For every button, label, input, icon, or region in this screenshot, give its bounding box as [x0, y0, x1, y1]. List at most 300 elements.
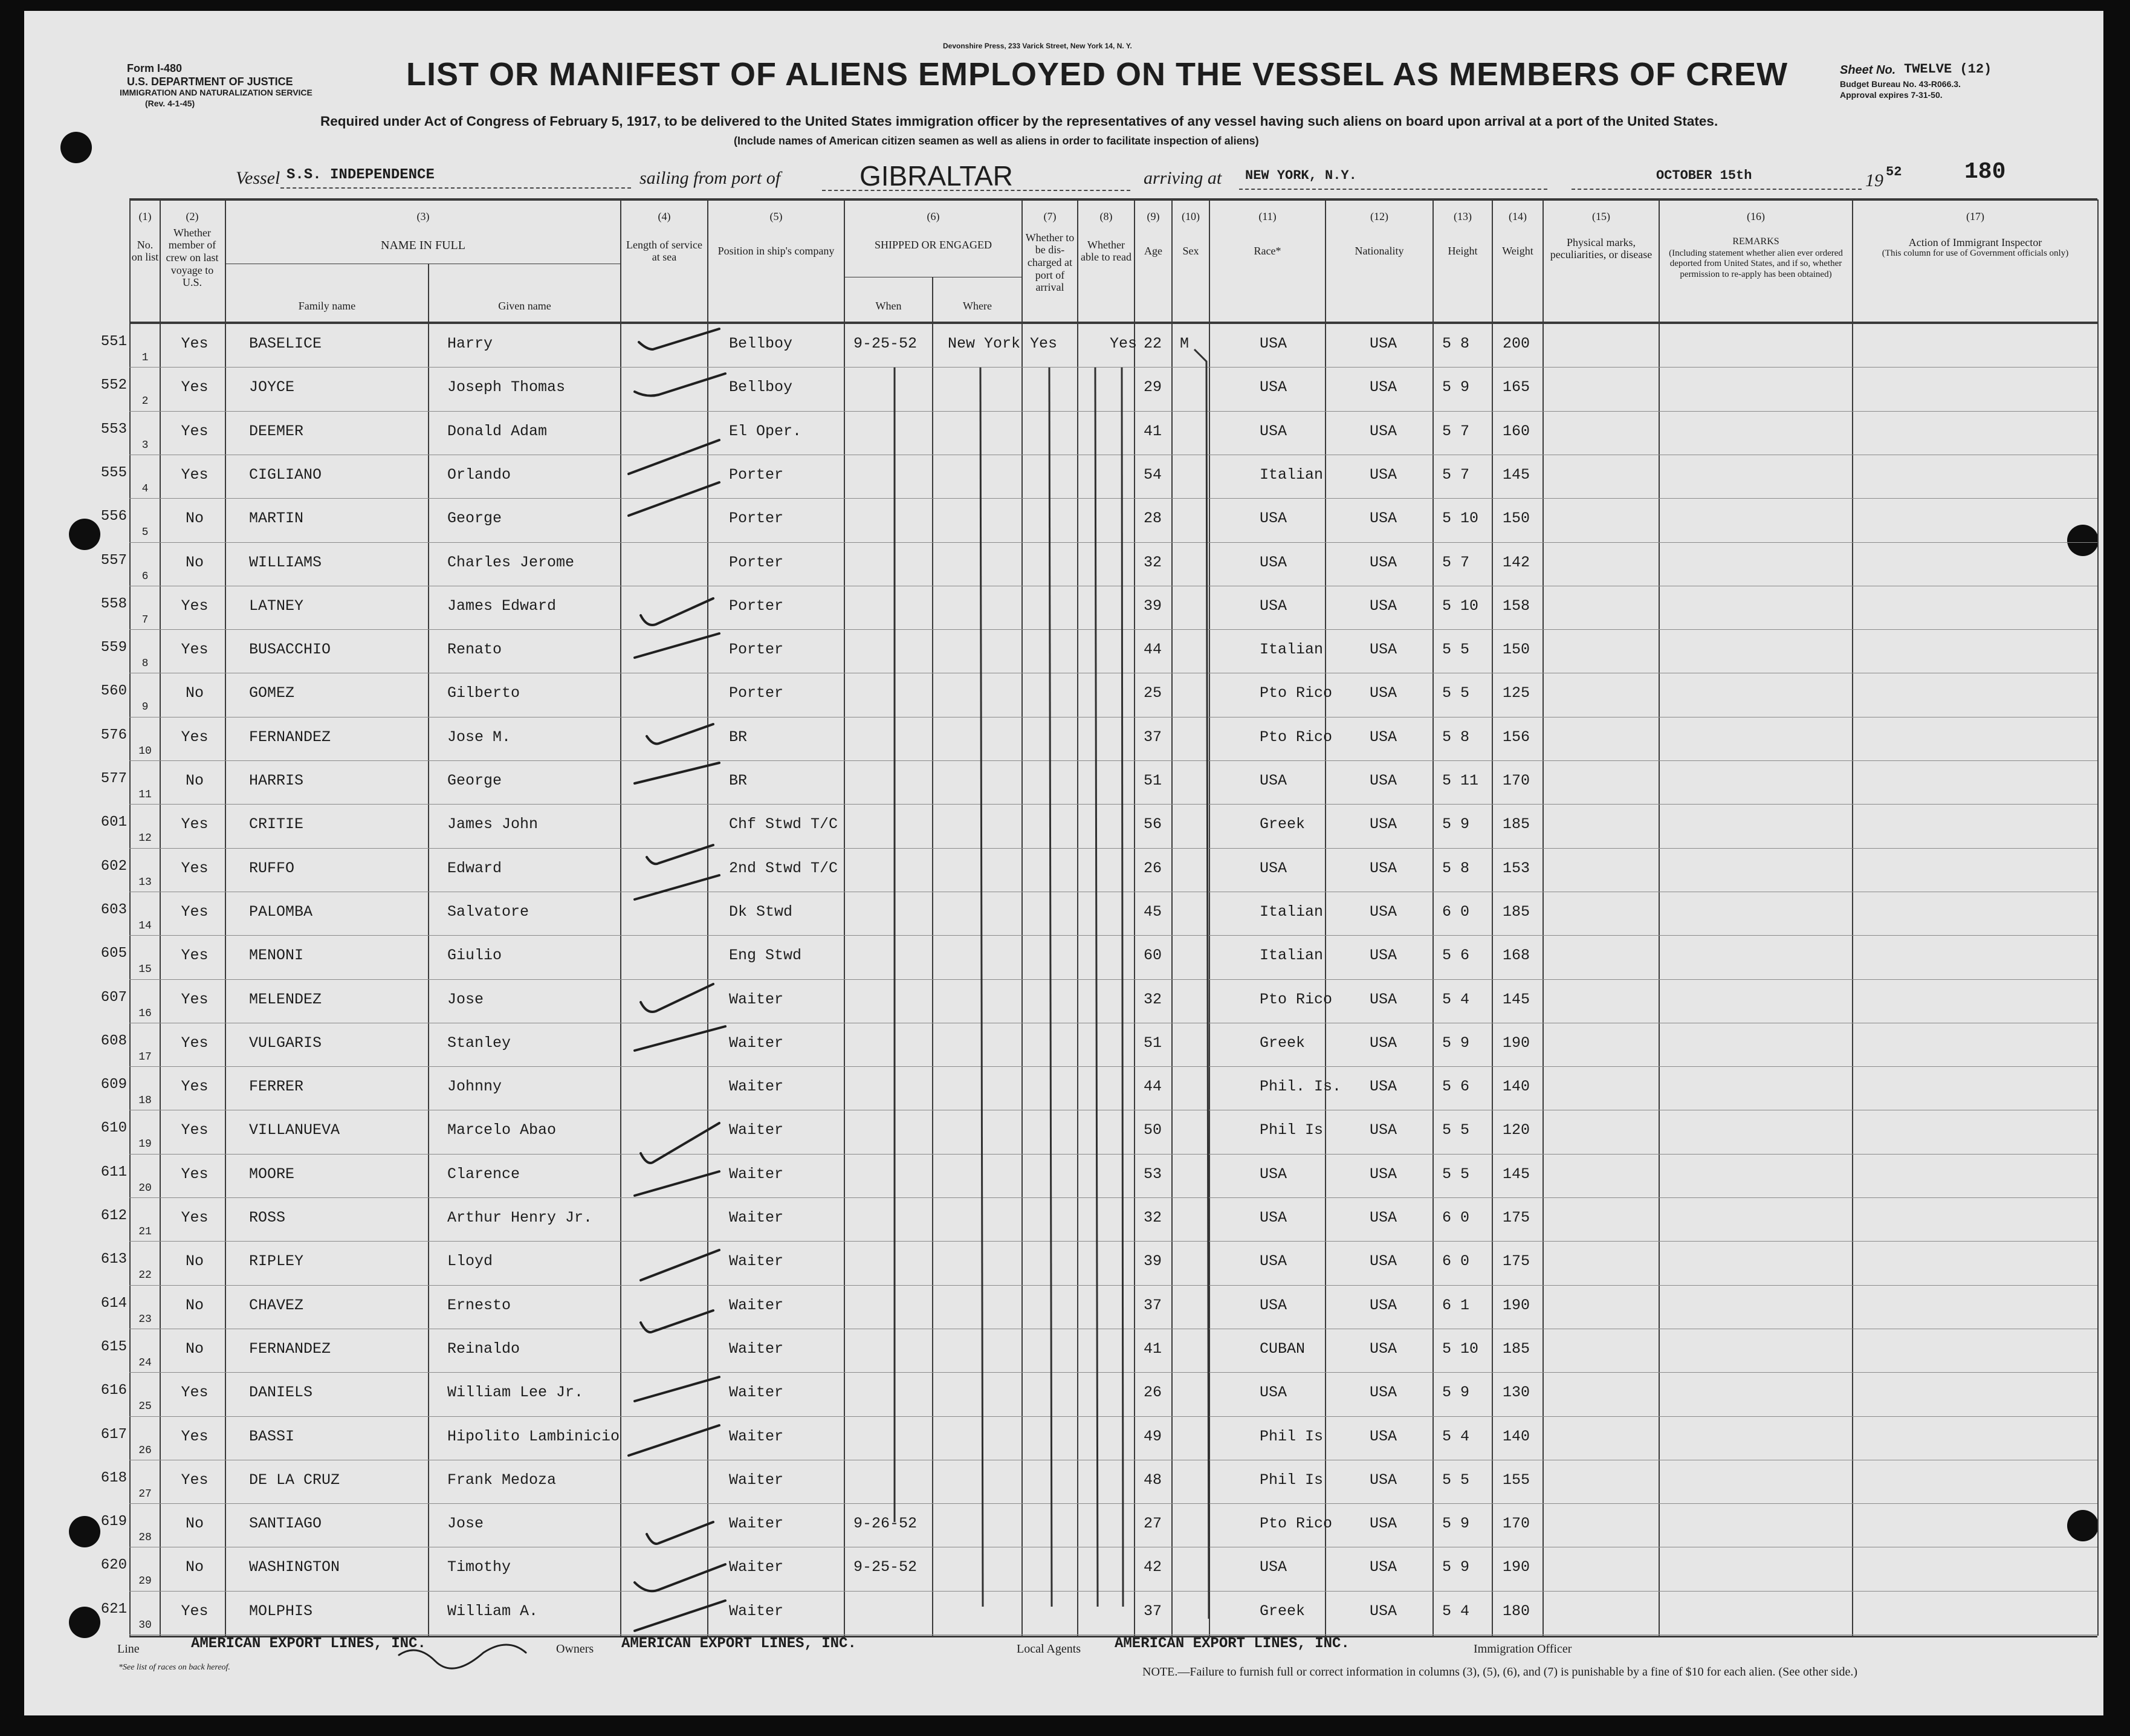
row-divider — [129, 498, 2097, 499]
line-number-cell: 27 — [138, 1488, 152, 1500]
family-name-cell: MARTIN — [249, 510, 304, 528]
position-cell: Dk Stwd — [729, 902, 793, 921]
weight-cell: 142 — [1503, 553, 1530, 571]
line-value: AMERICAN EXPORT LINES, INC. — [191, 1636, 426, 1652]
position-cell: Bellboy — [729, 378, 793, 397]
line-number-cell: 18 — [138, 1095, 152, 1107]
position-cell: Waiter — [729, 1252, 784, 1271]
age-cell: 56 — [1144, 815, 1162, 834]
year-prefix: 19 — [1865, 170, 1883, 190]
line-number-cell: 7 — [141, 614, 149, 626]
form-subnote: (Include names of American citizen seamen as well as aliens in order to facilitate inspection of aliens) — [734, 135, 1259, 147]
owners-label: Owners — [556, 1642, 594, 1656]
given-name-cell: Marcelo Abao — [447, 1121, 557, 1139]
weight-cell: 175 — [1503, 1209, 1530, 1226]
penalty-note: NOTE.—Failure to furnish full or correct information in columns (3), (5), (6), and (7) is punishable by a fine of $10 for each alien. (See other side.) — [1142, 1665, 1857, 1679]
line-number-cell: 10 — [138, 745, 152, 757]
list-number-cell: 621 — [100, 1601, 127, 1618]
family-name-cell: HARRIS — [249, 772, 304, 789]
family-name-cell: BUSACCHIO — [249, 641, 331, 659]
position-cell: Eng Stwd — [729, 947, 802, 965]
age-cell: 41 — [1144, 1339, 1162, 1358]
given-name-cell: George — [447, 772, 502, 789]
position-cell: Porter — [729, 641, 784, 659]
list-number-cell: 616 — [100, 1382, 127, 1399]
family-name-cell: GOMEZ — [249, 684, 295, 702]
family-name-cell: FERNANDEZ — [249, 728, 331, 746]
race-cell: Pto Rico — [1260, 728, 1333, 746]
nationality-cell: USA — [1370, 1602, 1397, 1620]
row-divider — [129, 1634, 2097, 1635]
list-number-cell: 608 — [100, 1032, 127, 1049]
nationality-cell: USA — [1370, 684, 1397, 702]
row-divider — [129, 1372, 2097, 1373]
line-number-cell: 16 — [138, 1007, 152, 1020]
position-cell: El Oper. — [729, 422, 802, 440]
weight-cell: 185 — [1503, 815, 1530, 834]
age-cell: 37 — [1144, 728, 1162, 746]
race-cell: USA — [1260, 1165, 1287, 1183]
given-name-cell: Orlando — [447, 465, 511, 484]
prev-voyage-cell: No — [185, 1296, 204, 1314]
prev-voyage-cell: Yes — [181, 815, 209, 834]
weight-cell: 130 — [1503, 1384, 1530, 1402]
col-1-header: (1) No. on list — [131, 210, 159, 264]
row-divider — [129, 804, 2097, 805]
prev-voyage-cell: Yes — [181, 378, 209, 397]
approval-expiry: Approval expires 7-31-50. — [1840, 90, 1943, 100]
sheet-label: Sheet No. — [1840, 63, 1896, 77]
line-number-cell: 1 — [141, 352, 149, 364]
height-cell: 5 5 — [1442, 1471, 1470, 1489]
race-cell: Italian — [1260, 465, 1324, 484]
agents-value: AMERICAN EXPORT LINES, INC. — [1115, 1636, 1350, 1652]
punch-hole — [2067, 1510, 2099, 1541]
nationality-cell: USA — [1370, 1078, 1397, 1096]
age-cell: 49 — [1144, 1427, 1162, 1445]
nationality-cell: USA — [1370, 902, 1397, 921]
sex-cell: M — [1180, 335, 1190, 352]
owners-value: AMERICAN EXPORT LINES, INC. — [621, 1636, 856, 1652]
list-number-cell: 601 — [100, 814, 127, 831]
height-cell: 6 0 — [1442, 902, 1470, 921]
row-divider — [129, 979, 2097, 980]
given-name-cell: Jose — [447, 990, 484, 1008]
list-number-cell: 611 — [100, 1164, 127, 1181]
line-number-cell: 23 — [138, 1313, 152, 1326]
given-name-cell: Gilberto — [447, 684, 520, 702]
line-number-cell: 15 — [138, 964, 152, 976]
race-cell: Phil. Is. — [1260, 1078, 1342, 1096]
age-cell: 48 — [1144, 1471, 1162, 1489]
race-cell: USA — [1260, 1296, 1287, 1314]
race-cell: USA — [1260, 1558, 1287, 1576]
form-revision: (Rev. 4-1-45) — [145, 99, 195, 108]
weight-cell: 150 — [1503, 641, 1530, 659]
race-cell: Italian — [1260, 947, 1324, 965]
given-name-cell: Giulio — [447, 947, 502, 965]
col-17-header: (17) Action of Immigrant Inspector (This column for use of Government officials only) — [1882, 210, 2069, 259]
budget-number: Budget Bureau No. 43-R066.3. — [1840, 79, 1961, 89]
position-cell: Waiter — [729, 990, 784, 1008]
position-cell: Waiter — [729, 1209, 784, 1226]
race-cell: USA — [1260, 1209, 1287, 1226]
list-number-cell: 553 — [100, 421, 127, 438]
family-name-cell: BASELICE — [249, 335, 322, 352]
row-divider — [129, 1503, 2097, 1504]
position-cell: Porter — [729, 465, 784, 484]
position-cell: Chf Stwd T/C — [729, 815, 838, 834]
family-name-cell: CHAVEZ — [249, 1296, 304, 1314]
age-cell: 22 — [1144, 335, 1162, 352]
nationality-cell: USA — [1370, 641, 1397, 659]
position-cell: BR — [729, 772, 748, 789]
when-header: When — [875, 300, 902, 312]
punch-hole — [60, 132, 92, 163]
given-name-cell: Arthur Henry Jr. — [447, 1209, 593, 1226]
department: U.S. DEPARTMENT OF JUSTICE — [127, 76, 293, 88]
prev-voyage-cell: Yes — [181, 1384, 209, 1402]
height-cell: 5 9 — [1442, 815, 1470, 834]
height-cell: 5 8 — [1442, 728, 1470, 746]
height-cell: 5 9 — [1442, 1558, 1470, 1576]
list-number-cell: 555 — [100, 464, 127, 481]
prev-voyage-cell: No — [185, 684, 204, 702]
row-divider — [129, 848, 2097, 849]
list-number-cell: 558 — [100, 595, 127, 612]
family-name-cell: MELENDEZ — [249, 990, 322, 1008]
nationality-cell: USA — [1370, 1252, 1397, 1271]
form-title: LIST OR MANIFEST OF ALIENS EMPLOYED ON THE VESSEL AS MEMBERS OF CREW — [406, 56, 1788, 92]
height-cell: 5 5 — [1442, 1165, 1470, 1183]
prev-voyage-cell: Yes — [181, 1427, 209, 1445]
race-cell: USA — [1260, 378, 1287, 397]
prev-voyage-cell: Yes — [181, 465, 209, 484]
nationality-cell: USA — [1370, 1296, 1397, 1314]
age-cell: 26 — [1144, 1384, 1162, 1402]
line-number-cell: 12 — [138, 832, 152, 845]
position-cell: BR — [729, 728, 748, 746]
age-cell: 39 — [1144, 597, 1162, 615]
where-cell: New York — [948, 335, 1021, 352]
family-name-cell: ROSS — [249, 1209, 286, 1226]
row-divider — [129, 367, 2097, 368]
prev-voyage-cell: Yes — [181, 1078, 209, 1096]
line-number-cell: 25 — [138, 1401, 152, 1413]
race-cell: Italian — [1260, 902, 1324, 921]
position-cell: Waiter — [729, 1121, 784, 1139]
prev-voyage-cell: Yes — [181, 1165, 209, 1183]
prev-voyage-cell: No — [185, 1515, 204, 1533]
nationality-cell: USA — [1370, 1471, 1397, 1489]
read-cell: Yes — [1110, 335, 1138, 352]
height-cell: 5 7 — [1442, 465, 1470, 484]
given-name-header: Given name — [498, 300, 551, 312]
family-name-cell: WASHINGTON — [249, 1558, 340, 1576]
family-name-header: Family name — [298, 300, 356, 312]
line-number-cell: 20 — [138, 1182, 152, 1194]
height-cell: 5 7 — [1442, 553, 1470, 571]
nationality-cell: USA — [1370, 990, 1397, 1008]
sailing-label: sailing from port of — [639, 168, 781, 188]
list-number-cell: 602 — [100, 858, 127, 875]
given-name-cell: Clarence — [447, 1165, 520, 1183]
weight-cell: 170 — [1503, 1515, 1530, 1533]
given-name-cell: Johnny — [447, 1078, 502, 1096]
nationality-cell: USA — [1370, 378, 1397, 397]
height-cell: 5 5 — [1442, 684, 1470, 702]
arrival-port: NEW YORK, N.Y. — [1245, 168, 1357, 183]
race-cell: Greek — [1260, 1034, 1306, 1052]
given-name-cell: George — [447, 510, 502, 528]
sheet-number: TWELVE (12) — [1904, 62, 1992, 77]
when-cell: 9-25-52 — [853, 335, 918, 352]
position-cell: Porter — [729, 553, 784, 571]
family-name-cell: JOYCE — [249, 378, 295, 397]
given-name-cell: Donald Adam — [447, 422, 548, 440]
col-11-header: (11) Race* — [1254, 210, 1281, 257]
prev-voyage-cell: Yes — [181, 597, 209, 615]
list-number-cell: 577 — [100, 771, 127, 787]
nationality-cell: USA — [1370, 422, 1397, 440]
col-6-header: (6) SHIPPED OR ENGAGED — [874, 210, 992, 251]
age-cell: 60 — [1144, 947, 1162, 965]
family-name-cell: DANIELS — [249, 1384, 313, 1402]
height-cell: 6 0 — [1442, 1252, 1470, 1271]
age-cell: 44 — [1144, 1078, 1162, 1096]
position-cell: Bellboy — [729, 335, 793, 352]
list-number-cell: 619 — [100, 1514, 127, 1530]
arriving-label: arriving at — [1144, 168, 1222, 188]
list-number-cell: 556 — [100, 508, 127, 525]
race-cell: USA — [1260, 597, 1287, 615]
family-name-cell: BASSI — [249, 1427, 295, 1445]
race-cell: USA — [1260, 859, 1287, 877]
weight-cell: 180 — [1503, 1602, 1530, 1620]
age-cell: 54 — [1144, 465, 1162, 484]
height-cell: 5 4 — [1442, 1602, 1470, 1620]
prev-voyage-cell: Yes — [181, 902, 209, 921]
height-cell: 6 1 — [1442, 1296, 1470, 1314]
height-cell: 5 11 — [1442, 772, 1479, 789]
when-cell: 9-25-52 — [853, 1558, 918, 1576]
family-name-cell: PALOMBA — [249, 902, 313, 921]
list-number-cell: 610 — [100, 1120, 127, 1137]
nationality-cell: USA — [1370, 1515, 1397, 1533]
col-9-header: (9) Age — [1144, 210, 1162, 257]
position-cell: Waiter — [729, 1339, 784, 1358]
height-cell: 5 9 — [1442, 378, 1470, 397]
vessel-label: Vessel — [236, 168, 280, 188]
prev-voyage-cell: Yes — [181, 1034, 209, 1052]
line-number-cell: 17 — [138, 1051, 152, 1063]
vessel-name: S.S. INDEPENDENCE — [286, 167, 435, 183]
form-subtitle: Required under Act of Congress of February 5, 1917, to be delivered to the United States immigration officer by the representatives of any vessel having such aliens on board upon arrival at a port of the United States. — [320, 114, 1718, 129]
weight-cell: 165 — [1503, 378, 1530, 397]
weight-cell: 125 — [1503, 684, 1530, 702]
row-divider — [129, 1416, 2097, 1417]
nationality-cell: USA — [1370, 1558, 1397, 1576]
list-number-cell: 576 — [100, 727, 127, 743]
nationality-cell: USA — [1370, 465, 1397, 484]
weight-cell: 190 — [1503, 1034, 1530, 1052]
prev-voyage-cell: Yes — [181, 1602, 209, 1620]
height-cell: 5 8 — [1442, 335, 1470, 352]
col-14-header: (14) Weight — [1502, 210, 1533, 257]
weight-cell: 168 — [1503, 947, 1530, 965]
position-cell: Waiter — [729, 1078, 784, 1096]
given-name-cell: Jose M. — [447, 728, 511, 746]
age-cell: 44 — [1144, 641, 1162, 659]
given-name-cell: Jose — [447, 1515, 484, 1533]
height-cell: 5 5 — [1442, 641, 1470, 659]
prev-voyage-cell: Yes — [181, 728, 209, 746]
row-divider — [129, 411, 2097, 412]
family-name-cell: WILLIAMS — [249, 553, 322, 571]
given-name-cell: Ernesto — [447, 1296, 511, 1314]
family-name-cell: MOLPHIS — [249, 1602, 313, 1620]
row-divider — [129, 629, 2097, 630]
list-number-cell: 552 — [100, 377, 127, 394]
weight-cell: 156 — [1503, 728, 1530, 746]
prev-voyage-cell: No — [185, 1339, 204, 1358]
given-name-cell: Timothy — [447, 1558, 511, 1576]
age-cell: 32 — [1144, 1209, 1162, 1226]
height-cell: 6 0 — [1442, 1209, 1470, 1226]
nationality-cell: USA — [1370, 1034, 1397, 1052]
line-number-cell: 3 — [141, 439, 149, 452]
prev-voyage-cell: Yes — [181, 641, 209, 659]
races-note: *See list of races on back hereof. — [118, 1663, 230, 1672]
given-name-cell: Salvatore — [447, 902, 529, 921]
race-cell: CUBAN — [1260, 1339, 1306, 1358]
nationality-cell: USA — [1370, 728, 1397, 746]
height-cell: 5 10 — [1442, 1339, 1479, 1358]
height-cell: 5 9 — [1442, 1034, 1470, 1052]
form-number: Form I-480 — [127, 62, 183, 74]
position-cell: Porter — [729, 510, 784, 528]
col-10-header: (10) Sex — [1182, 210, 1200, 257]
line-number-cell: 9 — [141, 701, 149, 714]
race-cell: Italian — [1260, 641, 1324, 659]
height-cell: 5 5 — [1442, 1121, 1470, 1139]
race-cell: Pto Rico — [1260, 1515, 1333, 1533]
line-number-cell: 8 — [141, 658, 149, 670]
age-cell: 25 — [1144, 684, 1162, 702]
position-cell: Waiter — [729, 1515, 784, 1533]
family-name-cell: FERRER — [249, 1078, 304, 1096]
weight-cell: 140 — [1503, 1078, 1530, 1096]
line-number-cell: 19 — [138, 1138, 152, 1151]
prev-voyage-cell: Yes — [181, 335, 209, 352]
nationality-cell: USA — [1370, 1165, 1397, 1183]
row-divider — [129, 760, 2097, 761]
line-number-cell: 24 — [138, 1356, 152, 1369]
family-name-cell: CIGLIANO — [249, 465, 322, 484]
age-cell: 41 — [1144, 422, 1162, 440]
race-cell: Phil Is — [1260, 1471, 1324, 1489]
nationality-cell: USA — [1370, 772, 1397, 789]
service: IMMIGRATION AND NATURALIZATION SERVICE — [120, 88, 312, 97]
prev-voyage-cell: No — [185, 1252, 204, 1271]
given-name-cell: Lloyd — [447, 1252, 493, 1271]
age-cell: 37 — [1144, 1602, 1162, 1620]
race-cell: USA — [1260, 422, 1287, 440]
age-cell: 53 — [1144, 1165, 1162, 1183]
given-name-cell: William Lee Jr. — [447, 1384, 584, 1402]
line-label: Line — [117, 1642, 140, 1656]
nationality-cell: USA — [1370, 597, 1397, 615]
height-cell: 5 6 — [1442, 1078, 1470, 1096]
line-number-cell: 22 — [138, 1269, 152, 1282]
race-cell: USA — [1260, 335, 1287, 352]
age-cell: 50 — [1144, 1121, 1162, 1139]
family-name-cell: RIPLEY — [249, 1252, 304, 1271]
weight-cell: 140 — [1503, 1427, 1530, 1445]
list-number-cell: 605 — [100, 945, 127, 962]
printer-credit: Devonshire Press, 233 Varick Street, New York 14, N. Y. — [943, 42, 1132, 50]
weight-cell: 190 — [1503, 1296, 1530, 1314]
row-divider — [129, 1591, 2097, 1592]
given-name-cell: Stanley — [447, 1034, 511, 1052]
height-cell: 5 4 — [1442, 1427, 1470, 1445]
list-number-cell: 609 — [100, 1077, 127, 1093]
weight-cell: 145 — [1503, 990, 1530, 1008]
row-divider — [129, 542, 2097, 543]
race-cell: Greek — [1260, 1602, 1306, 1620]
weight-cell: 153 — [1503, 859, 1530, 877]
position-cell: Waiter — [729, 1384, 784, 1402]
list-number-cell: 560 — [100, 683, 127, 700]
position-cell: Waiter — [729, 1296, 784, 1314]
height-cell: 5 7 — [1442, 422, 1470, 440]
col-13-header: (13) Height — [1448, 210, 1478, 257]
list-number-cell: 615 — [100, 1338, 127, 1355]
position-cell: Waiter — [729, 1602, 784, 1620]
list-number-cell: 551 — [100, 334, 127, 350]
departure-port: GIBRALTAR — [859, 160, 1013, 192]
age-cell: 27 — [1144, 1515, 1162, 1533]
race-cell: USA — [1260, 553, 1287, 571]
family-name-cell: VULGARIS — [249, 1034, 322, 1052]
weight-cell: 120 — [1503, 1121, 1530, 1139]
nationality-cell: USA — [1370, 553, 1397, 571]
family-name-cell: CRITIE — [249, 815, 304, 834]
nationality-cell: USA — [1370, 1121, 1397, 1139]
age-cell: 51 — [1144, 772, 1162, 789]
weight-cell: 170 — [1503, 772, 1530, 789]
prev-voyage-cell: Yes — [181, 422, 209, 440]
given-name-cell: Hipolito Lambinicio — [447, 1427, 620, 1445]
punch-hole — [2067, 525, 2099, 556]
position-cell: 2nd Stwd T/C — [729, 859, 838, 877]
weight-cell: 145 — [1503, 1165, 1530, 1183]
prev-voyage-cell: Yes — [181, 947, 209, 965]
prev-voyage-cell: Yes — [181, 990, 209, 1008]
list-number-cell: 559 — [100, 640, 127, 656]
prev-voyage-cell: Yes — [181, 1209, 209, 1226]
col-12-header: (12) Nationality — [1355, 210, 1404, 257]
agents-label: Local Agents — [1017, 1642, 1081, 1656]
list-number-cell: 620 — [100, 1557, 127, 1574]
weight-cell: 175 — [1503, 1252, 1530, 1271]
position-cell: Waiter — [729, 1034, 784, 1052]
position-cell: Porter — [729, 597, 784, 615]
row-divider — [129, 1241, 2097, 1242]
list-number-cell: 613 — [100, 1251, 127, 1268]
row-divider — [129, 1197, 2097, 1198]
nationality-cell: USA — [1370, 947, 1397, 965]
